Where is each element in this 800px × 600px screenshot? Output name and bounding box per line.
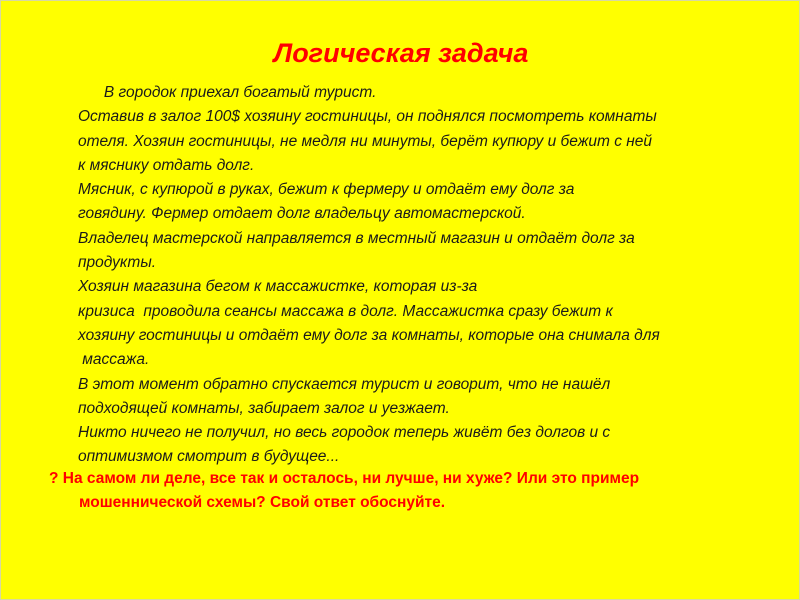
story-line: отеля. Хозяин гостиницы, не медля ни минуты, берёт купюру и бежит с ней — [78, 132, 653, 150]
story-line: Хозяин магазина бегом к массажистке, которая из-за — [78, 278, 478, 296]
story-line: кризиса проводила сеансы массажа в долг. Массажистка сразу бежит к — [78, 302, 613, 320]
story-line: подходящей комнаты, забирает залог и уезжает. — [78, 399, 450, 417]
story-line: продукты. — [78, 254, 157, 272]
question-text — [49, 467, 769, 515]
story-line: Мясник, с купюрой в руках, бежит к фермеру и отдаёт ему долг за — [78, 181, 575, 199]
story-line: говядину. Фермер отдает долг владельцу автомастерской. — [78, 205, 526, 223]
story-line: массажа. — [78, 351, 150, 369]
question-line: ? На самом ли деле, все так и осталось, ни лучше, ни хуже? Или это пример — [49, 470, 640, 487]
story-line: оптимизмом смотрит в будущее... — [78, 448, 340, 466]
story-line: Владелец мастерской направляется в местный магазин и отдаёт долг за — [78, 229, 635, 247]
story-line: Никто ничего не получил, но весь городок теперь живёт без долгов и с — [78, 424, 611, 442]
story-text — [78, 81, 758, 470]
slide-title: Логическая задача — [273, 38, 529, 68]
story-line: В этот момент обратно спускается турист и говорит, что не нашёл — [78, 375, 611, 393]
story-line: к мяснику отдать долг. — [78, 156, 255, 174]
story-line: хозяину гостиницы и отдаёт ему долг за комнаты, которые она снимала для — [78, 326, 660, 344]
question-line: мошеннической схемы? Свой ответ обоснуйте. — [79, 494, 446, 511]
story-line: В городок приехал богатый турист. — [78, 84, 377, 101]
story-line: Оставив в залог 100$ хозяину гостиницы, он поднялся посмотреть комнаты — [78, 108, 657, 126]
